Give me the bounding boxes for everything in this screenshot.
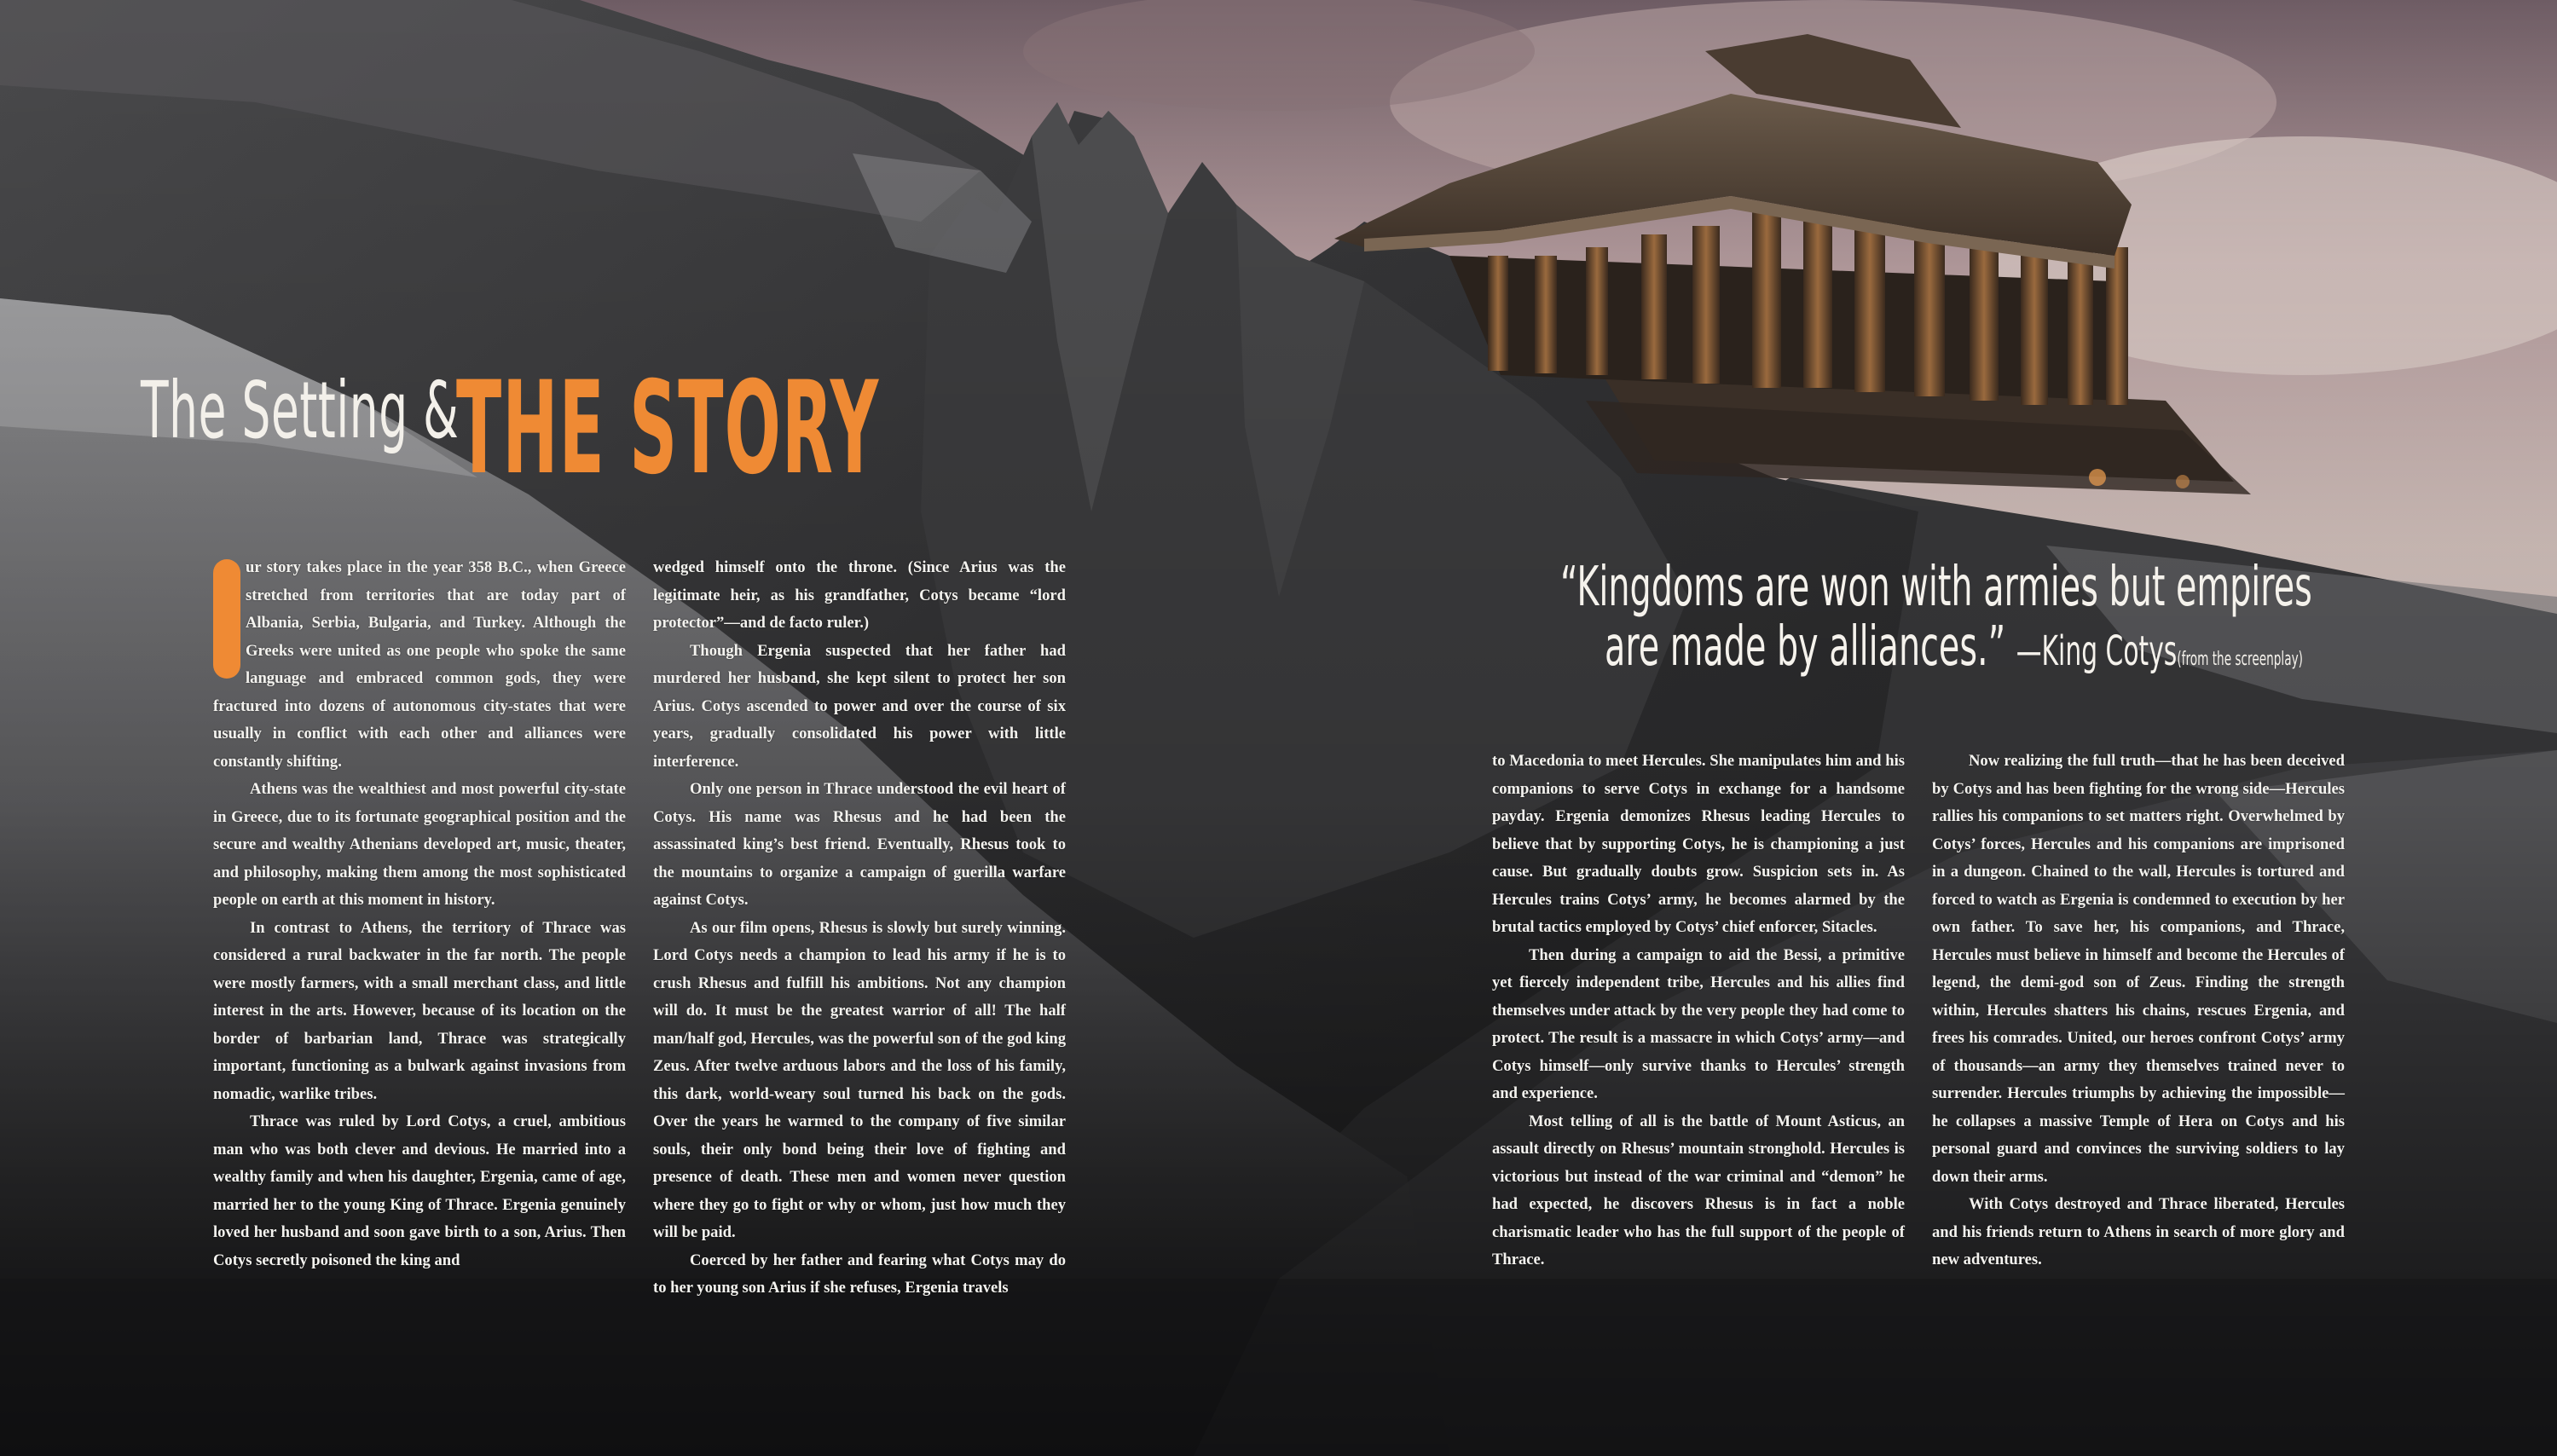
quote-line-2-text: are made by alliances.” <box>1605 615 2006 679</box>
paragraph: to Macedonia to meet Hercules. She manipulates him and his companions to serve Cotys in exchange for a handsome payday. Ergenia demonizes Rhesus leading Hercules to believe that by supporting Cotys, he is championing a just cause. But gradually doubts grow. Suspicion sets in. As Hercules trains Cotys’ army, he becomes alarmed by the brutal tactics employed by Cotys’ chief enforcer, Sitacles. <box>1492 752 1905 936</box>
paragraph: As our film opens, Rhesus is slowly but surely winning. Lord Cotys needs a champion to lead his army if he is to crush Rhesus and fulfill his ambitions. Not any champion will do. It must be the greatest warrior of all! The half man/half god, Hercules, was the powerful son of the god king Zeus. After twelve arduous labors and the loss of his family, this dark, world-weary soul turned his back on the gods. Over the years he warmed to the company of five similar souls, their only bond being their love of fighting and presence of death. These men and women never question where they go to fight or why or whom, just how much they will be paid. <box>653 918 1066 1241</box>
pull-quote <box>1560 558 2328 690</box>
article-column-3 <box>1492 748 1905 1274</box>
paragraph: Most telling of all is the battle of Mount Asticus, an assault directly on Rhesus’ mountain stronghold. Hercules is victorious but instead of the war criminal and “demon” he had expected, he discovers Rhesus is in fact a noble charismatic leader who has the full support of the people of Thrace. <box>1492 1112 1905 1268</box>
paragraph: Thrace was ruled by Lord Cotys, a cruel, ambitious man who was both clever and devious. He married into a wealthy family and when his daughter, Ergenia, came of age, married her to the young King of Thrace. Ergenia genuinely loved her husband and soon gave birth to a son, Arius. Then Cotys secretly poisoned the king and <box>213 1112 626 1269</box>
paragraph: wedged himself onto the throne. (Since Arius was the legitimate heir, as his grandfather, Cotys became “lord protector”—and de facto ruler.) <box>653 558 1066 632</box>
paragraph: With Cotys destroyed and Thrace liberated, Hercules and his friends return to Athens in search of more glory and new adventures. <box>1932 1195 2345 1268</box>
page-title <box>141 355 880 503</box>
paragraph: In contrast to Athens, the territory of Thrace was considered a rural backwater in the far north. The people were mostly farmers, with a small merchant class, and little interest in the arts. However, because of its location on the border of barbarian land, Thrace was strategically important, functioning as a bulwark against invasions from nomadic, warlike tribes. <box>213 918 626 1103</box>
paragraph: Athens was the wealthiest and most powerful city-state in Greece, due to its fortunate geographical position and the secure and wealthy Athenians developed art, music, theater, and philosophy, making them among the most sophisticated people on earth at this moment in history. <box>213 780 626 909</box>
article-column-1 <box>213 554 626 1274</box>
paragraph: ur story takes place in the year 358 B.C., when Greece stretched from territories that are today part of Albania, Serbia, Bulgaria, and Turkey. Although the Greeks were united as one people who spoke the same language and embraced common gods, they were fractured into dozens of autonomous city-states that were usually in conflict with each other and alliances were constantly shifting. <box>213 558 626 771</box>
article-column-2 <box>653 554 1066 1303</box>
quote-attribution: —King Cotys <box>2016 627 2178 675</box>
title-prefix: The Setting & <box>141 365 460 456</box>
paragraph: Though Ergenia suspected that her father had murdered her husband, she kept silent to protect her son Arius. Cotys ascended to power and over the course of six years, gradually consolidated his power with little interference. <box>653 641 1066 771</box>
quote-line-1: “Kingdoms are won with armies but empires <box>1560 556 2312 619</box>
quote-line-2 <box>1605 615 2303 690</box>
drop-cap: O <box>213 559 240 679</box>
paragraph: Now realizing the full truth—that he has been deceived by Cotys and has been fighting for the wrong side—Hercules rallies his companions to set matters right. Overwhelmed by Cotys’ forces, Hercules and his companions are imprisoned in a dungeon. Chained to the wall, Hercules is tortured and forced to watch as Ergenia is condemned to execution by her own father. To save her, his companions, and Thrace, Hercules must believe in himself and become the Hercules of legend, the demi-god son of Zeus. Finding the strength within, Hercules shatters his chains, rescues Ergenia, and frees his comrades. United, our heroes confront Cotys’ army of thousands—an army they themselves trained never to surrender. Hercules triumphs by achieving the impossible—he collapses a massive Temple of Hera on Cotys and his personal guard and convinces the surviving soldiers to lay down their arms. <box>1932 752 2345 1186</box>
title-highlight: THE STORY <box>456 355 880 503</box>
article-column-4 <box>1932 748 2345 1274</box>
paragraph: Then during a campaign to aid the Bessi, a primitive yet fiercely independent tribe, Hercules and his allies find themselves under attack by the very people they had come to protect. The result is a massacre in which Cotys’ army—and Cotys himself—only survive thanks to Hercules’ strength and experience. <box>1492 945 1905 1102</box>
paragraph: Coerced by her father and fearing what Cotys may do to her young son Arius if she refuses, Ergenia travels <box>653 1251 1066 1297</box>
quote-source-note: (from the screenplay) <box>2177 649 2303 670</box>
paragraph: Only one person in Thrace understood the evil heart of Cotys. His name was Rhesus and he had been the assassinated king’s best friend. Eventually, Rhesus took to the mountains to organize a campaign of guerilla warfare against Cotys. <box>653 780 1066 909</box>
